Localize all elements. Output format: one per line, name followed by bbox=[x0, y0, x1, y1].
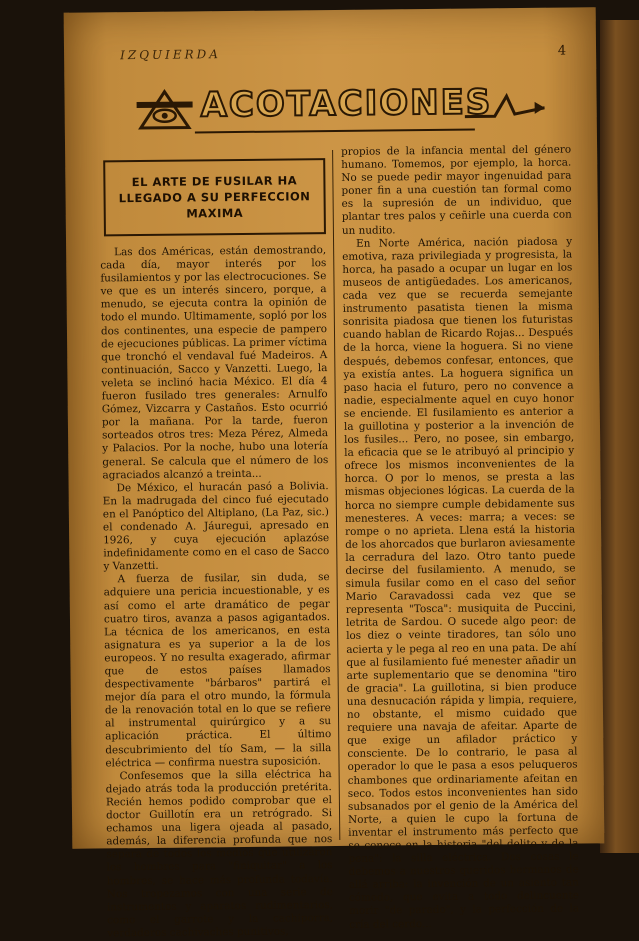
article-paragraph: Confesemos que la silla eléctrica ha dejado atrás toda la producción pretérita. Recién hemos podido comprobar que el doctor Guillotín era un retrógrado. Si echamos una ligera ojeada al pasado, además, la diferencia profunda que nos separa de todos los medios que utilizaron los hombres para "finiquitar" a los hombres, se hace más profunda todavía. Nos tropezamos con una serie de instrumentos y aparatos rudimentarios, como el garrote y la cachiporra, verdaderos cachivaches punitivos, bbox=[105, 767, 334, 940]
lightning-bolt-icon bbox=[464, 86, 544, 127]
logo-underline bbox=[195, 129, 475, 134]
article-paragraph: De México, el huracán pasó a Bolivia. En la madrugada del cinco fué ejecutado en el Panóptico del Altiplano, (La Paz, sic.) el condenado A. Jáuregui, apresado en 1926, y cuya ejecución aplazóse indefinidamente como en el caso de Sacco y Vanzetti. bbox=[102, 479, 330, 573]
column-divider bbox=[332, 150, 340, 840]
page-number: 4 bbox=[557, 43, 567, 59]
section-logo-title: ACOTACIONES bbox=[200, 82, 493, 126]
section-running-head: IZQUIERDA bbox=[120, 47, 222, 63]
article-paragraph: Las dos Américas, están demostrando, cada día, mayor interés por los fusilamientos y por las electrocuciones. Se ve que es un interés sincero, porque, a menudo, se ejecuta contra la opinión de todo el mundo. Ultimamente, sopló por los dos continentes, una especie de pampero de ejecuciones públicas. La primer víctima que tronchó el vendaval fué Madeiros. A continuación, Sacco y Vanzetti. Luego, la veleta se inclinó hacia México. El día 4 fueron fusilado tres generales: Arnulfo Gómez, Vizcarra y Castaños. Esto ocurrió por la mañana. Por la tarde, fueron sorteados otros tres: Meza Pérez, Almeda y Palacios. Por la noche, hubo una lotería general. Se calcula que el número de los agraciados alcanzó a treinta... bbox=[100, 244, 329, 482]
article-column-left bbox=[100, 244, 333, 940]
article-paragraph: propios de la infancia mental del género humano. Tomemos, por ejemplo, la horca. No se puede pedir mayor ingenuidad para poner fin a una cuestión tan formal como es la supresión de un individuo, que plantar tres palos y ceñirle una cuerda con un nudito. bbox=[341, 143, 572, 237]
section-logo bbox=[134, 76, 545, 144]
book-spine bbox=[600, 20, 639, 853]
article-column-right bbox=[341, 144, 579, 932]
article-paragraph: A fuerza de fusilar, sin duda, se adquiere una pericia incuestionable, y es así como el arte dramático de pegar cuatro tiros, avanza a pasos agigantados. La técnica de los americanos, en esta asignatura es ya superior a la de los europeos. Y no resulta exagerado, afirmar que de estos países llamados despectivamente "bárbaros" partirá el mejor día para el otro mundo, la fórmula de la renovación total en lo que se refiere al instrumental quirúrgico y a su aplicación práctica. El último descubrimiento del tío Sam, — la silla eléctrica — confirma nuestra suposición. bbox=[103, 571, 332, 770]
article-paragraph: En Norte América, nación piadosa y emotiva, raza privilegiada y progresista, la horca, ha pasado a ocupar un lugar en los museos de antigüedades. Los americanos, cada vez que se recuerda semejante instrumento pasatista tienen la misma sonrisita piadosa que tienen los futuristas cuando hablan de Ricardo Rojas... Después de la horca, viene la hoguera. Si no viene después, debemos confesar, entonces, que ya existía antes. La hoguera significa un paso hacia el futuro, pero no convence a nadie, especialmente aquel en cuyo honor se enciende. El fusilamiento es anterior a la guillotina y posterior a la invención de los fusiles... Pero, no posee, sin embargo, la eficacia que se le atribuyó al principio y ofrece los mismos inconvenientes de la horca. O por lo menos, se presta a las mismas objeciones lógicas. La cuerda de la horca no siempre cumple debidamente sus menesteres. A veces: marra; a veces: se rompe o no aprieta. Llena está la historia de los ahorcados que burlaron aviesamente la cerradura del lazo. Otro tanto puede decirse del fusilamiento. A menudo, se simula fusilar como en el caso del señor Mario Caravadossi cada vez que se representa "Tosca": musiquita de Puccini, letrita de Sardou. O sucede algo peor: de los diez o veinte tiradores, tan sólo uno acierta y le pega al reo en una pata. De ahí que al fusilamiento fué menester añadir un arte suplementario que se denomina "tiro de gracia". La guillotina, si bien produce una desnucación rápida y limpia, requiere, no obstante, el mismo cuidado que requiere una navaja de afeitar. Aparte de que exige un afilador práctico y consciente. De lo contrario, le pasa al operador lo que le pasa a esos peluqueros chambones que ordinariamente afeitan en seco. Todos estos inconvenientes han sido subsanados por el genio de la América del Norte, a quien le cupo la fortuna de inventar el instrumento más perfecto que se conoce en la historia "del delito y de la pena": la silla eléctrica. Dos cosas le debemos a nuestros queridos hermanos de allá arriba: la invención de un asiento tan cómodo, que evita a todo delincuente morir "de parado", y la perfección de la cría del cerdo... bbox=[342, 235, 580, 931]
eye-triangle-icon bbox=[134, 87, 194, 132]
article-title-box bbox=[103, 158, 326, 236]
article-title: EL ARTE DE FUSILAR HA LLEGADO A SU PERFECCION MAXIMA bbox=[118, 173, 311, 221]
magazine-page bbox=[64, 7, 605, 940]
